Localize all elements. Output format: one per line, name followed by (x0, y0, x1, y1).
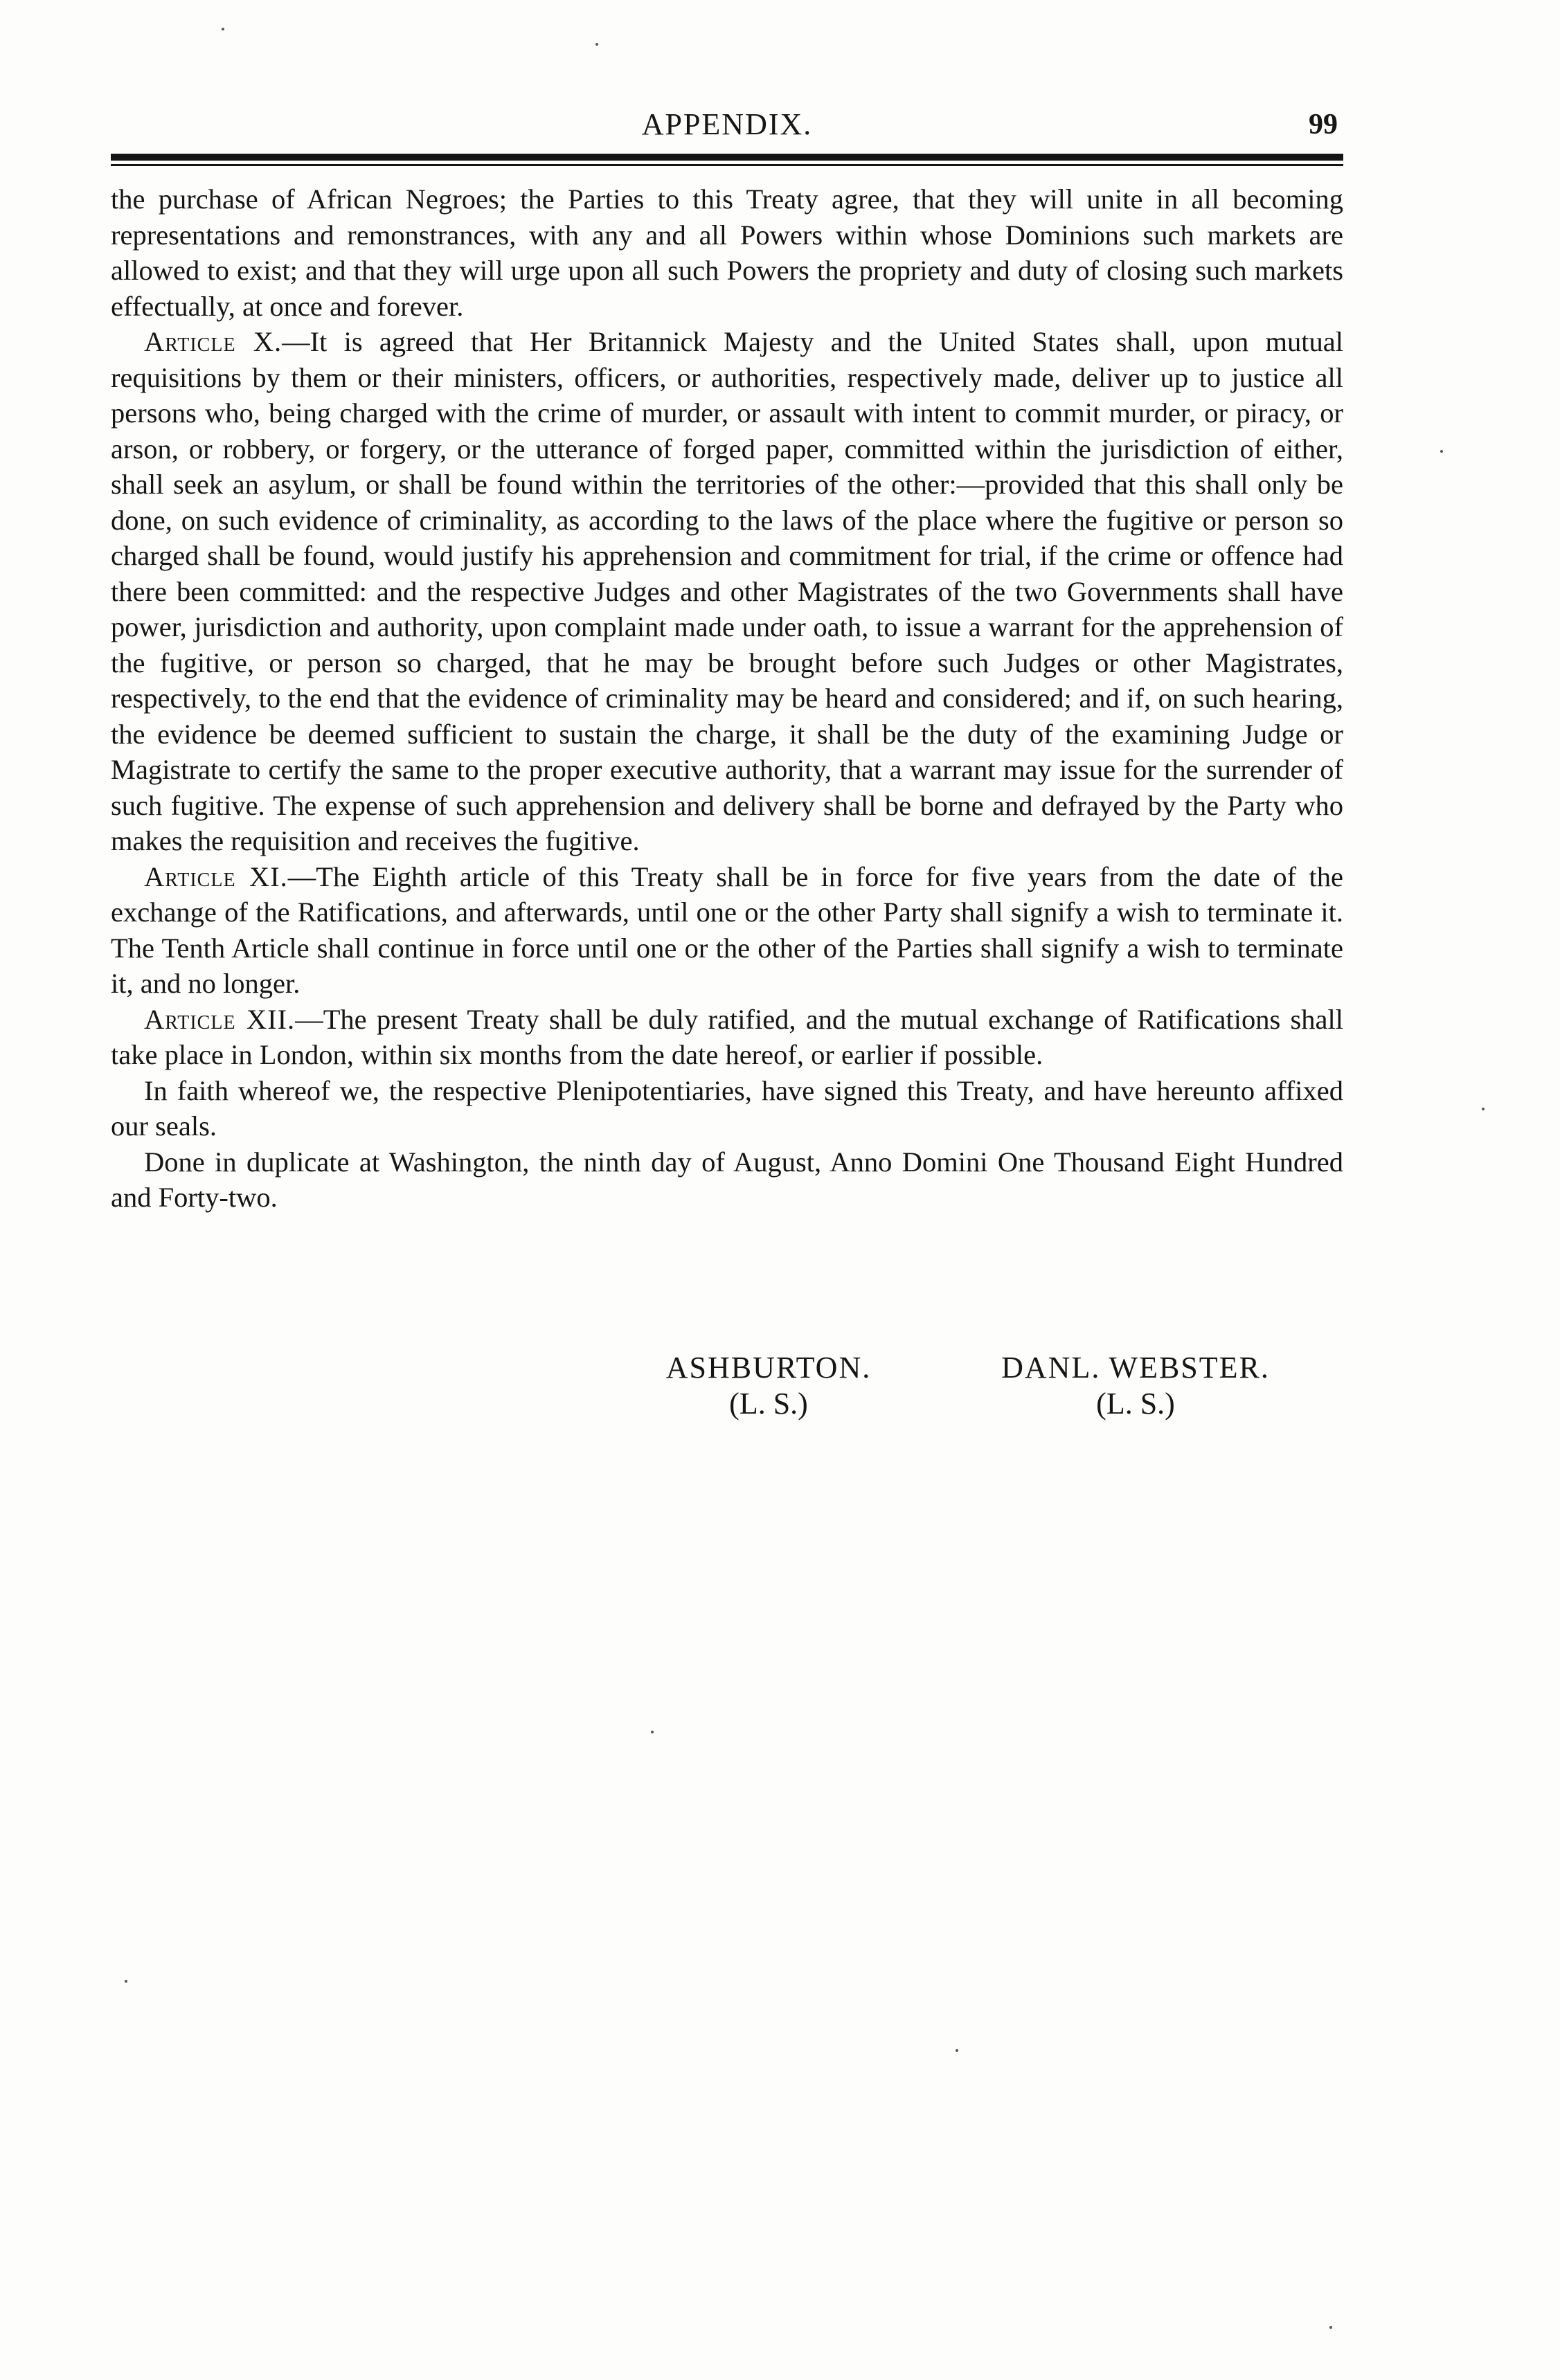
signature-block (623, 1350, 1357, 1433)
seal-mark: (L. S.) (1096, 1387, 1175, 1421)
body-text (111, 181, 1343, 1216)
signature-webster (969, 1350, 1302, 1422)
paper-speck (595, 43, 598, 46)
signatory-name: DANL. WEBSTER. (1001, 1351, 1270, 1385)
article-text: —It is agreed that Her Britannick Majesty and the United States shall, upon mutual requisitions by them or their ministers, officers, or authorities, respectively made, deliver up to justice all persons who, being charged with the crime of murder, or assault with intent to commit murder, or piracy, or arson, or robbery, or forgery, or the utterance of forged paper, committed within the jurisdiction of either, shall seek an asylum, or shall be found within the territories of the other:—provided that this shall only be done, on such evidence of criminality, as according to the laws of the place where the fugitive or person so charged shall be found, would justify his apprehension and commitment for trial, if the crime or offence had there been committed: and the respective Judges and other Magistrates of the two Governments shall have power, jurisdiction and authority, upon complaint made under oath, to issue a warrant for the apprehension of the fugitive, or person so charged, that he may be brought before such Judges or other Magistrates, respectively, to the end that the evidence of criminality may be heard and considered; and if, on such hearing, the evidence be deemed sufficient to sustain the charge, it shall be the duty of the examining Judge or Magistrate to certify the same to the proper executive authority, that a warrant may issue for the surrender of such fugitive. The expense of such apprehension and delivery shall be borne and defrayed by the Party who makes the requisition and receives the fugitive. (111, 326, 1343, 856)
article-label: Article XII. (144, 1003, 296, 1035)
page-number: 99 (1309, 109, 1338, 141)
article-text: —The Eighth article of this Treaty shall be in force for five years from the date of the exchange of the Ratifications, and afterwards, until one or the other Party shall signify a wish to terminate it. The Tenth Article shall continue in force until one or the other of the Parties shall signify a wish to terminate it, and no longer. (111, 860, 1343, 999)
article-label: Article X. (144, 326, 283, 357)
paragraph-in-faith (111, 1073, 1343, 1144)
paper-speck (1329, 2326, 1332, 2329)
paper-speck (956, 2049, 958, 2052)
article-12 (111, 1002, 1343, 1073)
running-title: APPENDIX. (641, 107, 813, 141)
header-rule-thick (111, 154, 1343, 161)
article-10 (111, 324, 1343, 859)
running-head (111, 102, 1343, 147)
paper-speck (222, 28, 224, 30)
article-text: —The present Treaty shall be duly ratified, and the mutual exchange of Ratifications shall take place in London, within six months from the date hereof, or earlier if possible. (111, 1003, 1344, 1070)
header-rule-thin (111, 164, 1343, 166)
seal-mark: (L. S.) (729, 1387, 808, 1421)
paper-speck (1440, 450, 1443, 453)
paragraph-done-in-duplicate (111, 1144, 1343, 1216)
paper-speck (1482, 1108, 1485, 1110)
paragraph-text: Done in duplicate at Washington, the ninth day of August, Anno Domini One Thousand Eight Hundred and Forty-two. (111, 1146, 1343, 1213)
article-11 (111, 859, 1343, 1002)
paper-speck (125, 1980, 127, 1983)
paper-speck (651, 1731, 654, 1733)
article-label: Article XI. (144, 860, 288, 892)
signature-ashburton (623, 1350, 914, 1422)
paragraph-text: In faith whereof we, the respective Plenipotentiaries, have signed this Treaty, and have hereunto affixed our seals. (111, 1074, 1343, 1142)
signatory-name: ASHBURTON. (665, 1351, 872, 1385)
paragraph-text: the purchase of African Negroes; the Parties to this Treaty agree, that they will unite in all becoming representations and remonstrances, with any and all Powers within whose Dominions such markets are allowed to exist; and that they will urge upon all such Powers the propriety and duty of closing such markets effectually, at once and forever. (111, 183, 1343, 322)
paragraph-continuation (111, 181, 1343, 324)
